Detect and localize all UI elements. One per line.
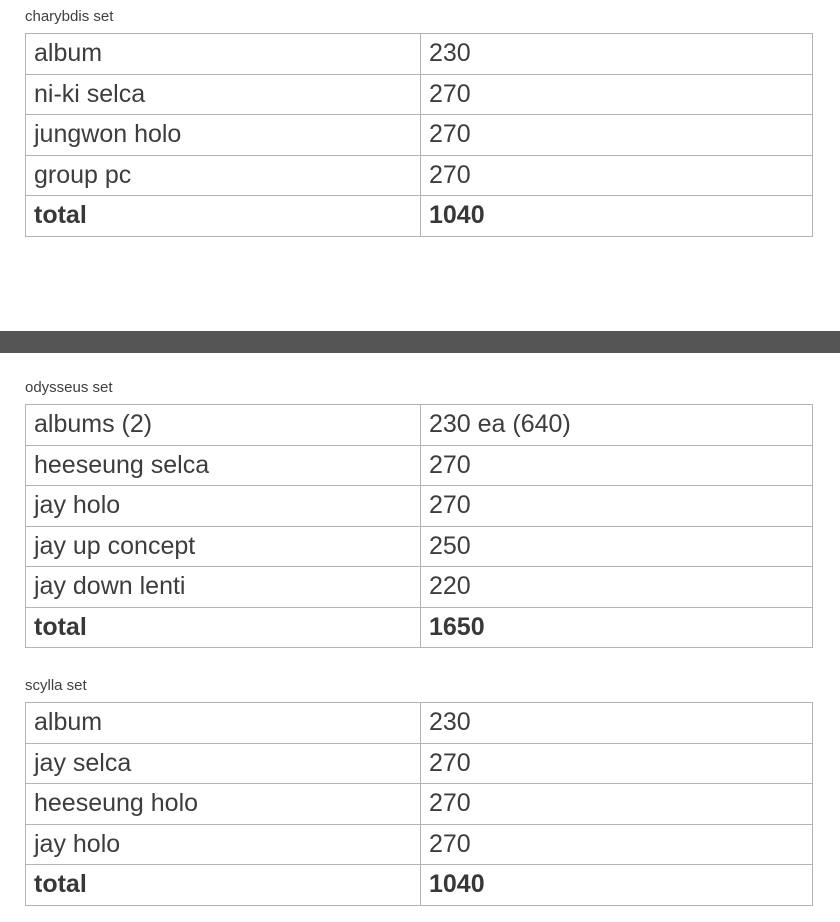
price-table-charybdis (25, 33, 813, 237)
price-cell: 270 (421, 155, 813, 196)
total-row (26, 196, 813, 237)
total-value: 1040 (421, 865, 813, 906)
price-cell: 270 (421, 486, 813, 527)
item-cell: jay holo (26, 486, 421, 527)
price-table-odysseus (25, 404, 813, 648)
price-cell: 270 (421, 824, 813, 865)
table-row (26, 703, 813, 744)
divider-band (0, 331, 840, 353)
total-label: total (26, 196, 421, 237)
section-title-scylla: scylla set (25, 677, 87, 694)
item-cell: heeseung holo (26, 784, 421, 825)
table-row (26, 405, 813, 446)
item-cell: ni-ki selca (26, 74, 421, 115)
table-row (26, 784, 813, 825)
table-row (26, 115, 813, 156)
price-cell: 270 (421, 115, 813, 156)
price-cell: 270 (421, 74, 813, 115)
table-row (26, 486, 813, 527)
total-row (26, 865, 813, 906)
price-cell: 230 ea (640) (421, 405, 813, 446)
table-row (26, 155, 813, 196)
item-cell: jay selca (26, 743, 421, 784)
table-row (26, 526, 813, 567)
item-cell: jay up concept (26, 526, 421, 567)
price-table-scylla (25, 702, 813, 906)
price-cell: 270 (421, 743, 813, 784)
total-label: total (26, 607, 421, 648)
table-row (26, 743, 813, 784)
total-value: 1650 (421, 607, 813, 648)
price-cell: 250 (421, 526, 813, 567)
item-cell: jay holo (26, 824, 421, 865)
table-row (26, 74, 813, 115)
price-cell: 230 (421, 34, 813, 75)
item-cell: group pc (26, 155, 421, 196)
total-row (26, 607, 813, 648)
item-cell: album (26, 34, 421, 75)
price-cell: 230 (421, 703, 813, 744)
total-label: total (26, 865, 421, 906)
price-cell: 220 (421, 567, 813, 608)
table-row (26, 445, 813, 486)
price-cell: 270 (421, 445, 813, 486)
table-row (26, 567, 813, 608)
item-cell: heeseung selca (26, 445, 421, 486)
table-row (26, 824, 813, 865)
table-row (26, 34, 813, 75)
price-cell: 270 (421, 784, 813, 825)
item-cell: albums (2) (26, 405, 421, 446)
section-title-odysseus: odysseus set (25, 379, 113, 396)
section-title-charybdis: charybdis set (25, 8, 114, 25)
item-cell: jay down lenti (26, 567, 421, 608)
item-cell: album (26, 703, 421, 744)
total-value: 1040 (421, 196, 813, 237)
item-cell: jungwon holo (26, 115, 421, 156)
